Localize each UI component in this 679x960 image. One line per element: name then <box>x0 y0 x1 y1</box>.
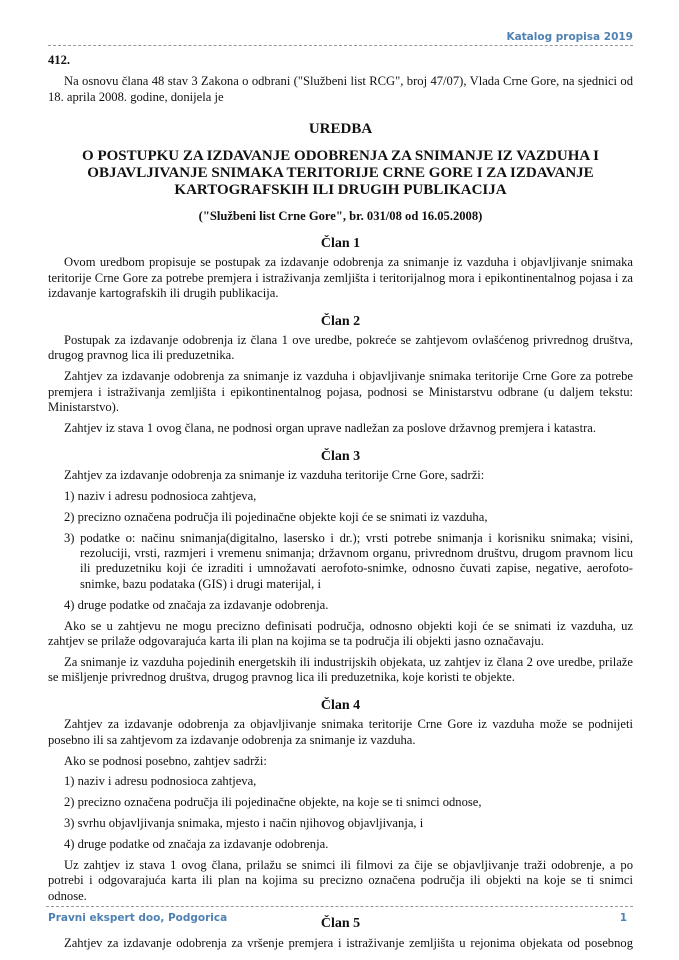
paragraph: Ako se u zahtjevu ne mogu precizno definisati područja, odnosno objekti koji će se snimati iz vazduha, uz zahtjev se prilaže odgovarajuća karta ili plan na kojima se ta područja ili objekti jasno označavaju. <box>48 618 633 649</box>
article-heading: Član 1 <box>320 236 361 252</box>
list-item: 3) svrhu objavljivanja snimaka, mjesto i način njihovog objavljivanja, i <box>64 816 424 831</box>
preamble: Na osnovu člana 48 stav 3 Zakona o odbrani ("Službeni list RCG", broj 47/07), Vlada Crne Gore, na sjednici od 18. aprila 2008. godine, donijela je <box>48 74 633 104</box>
paragraph: Ovom uredbom propisuje se postupak za izdavanje odobrenja za snimanje iz vazduha i objavljivanje snimaka teritorije Crne Gore za potrebe premjera i istraživanja zemljišta i teritorijalnog mora i epikontinentalnog pojasa i za izdavanje kartografskih ili drugih publikacija. <box>48 255 633 301</box>
paragraph: Ako se podnosi posebno, zahtjev sadrži: <box>64 753 267 768</box>
list-item: 1) naziv i adresu podnosioca zahtjeva, <box>64 774 257 789</box>
list-item: 4) druge podatke od značaja za izdavanje odobrenja. <box>64 837 329 852</box>
paragraph: Zahtjev za izdavanje odobrenja za snimanje iz vazduha i objavljivanje snimaka teritorije Crne Gore za potrebe premjera i istraživanja zemljišta i epikontinentalnog pojasa, podnosi se Ministarstvu odbrane (u daljem tekstu: Ministarstvo). <box>48 369 633 415</box>
citation: ("Službeni list Crne Gore", br. 031/08 od 16.05.2008) <box>198 208 483 223</box>
list-item: 2) precizno označena područja ili pojedinačne objekte, na koje se ti snimci odnose, <box>64 795 482 810</box>
list-item: 3) podatke o: načinu snimanja(digitalno, lasersko i dr.); vrsti potrebe snimanja i korisniku snimaka; visini, rezoluciji, vrsti, razmjeri i vremenu snimanja; državnom organu, privrednom društvu, drugom pravnom licu ili preduzetniku koji će izraditi i umnožavati aerofoto-snimke, odnosno čuvati zapise, negative, aerofoto-snimke, bazu podataka (GIS) i drugi materijal, i <box>64 530 633 591</box>
page-header <box>48 31 633 43</box>
paragraph: Zahtjev za izdavanje odobrenja za objavljivanje snimaka teritorije Crne Gore iz vazduha može se podnijeti posebno ili sa zahtjevom za izdavanje odobrenja za snimanje iz vazduha. <box>48 717 633 747</box>
article-heading: Član 3 <box>320 448 361 464</box>
article-heading: Član 5 <box>320 916 361 932</box>
paragraph: Zahtjev iz stava 1 ovog člana, ne podnosi organ uprave nadležan za poslove državnog premjera i katastra. <box>64 421 596 436</box>
document-title: O POSTUPKU ZA IZDAVANJE ODOBRENJA ZA SNIMANJE IZ VAZDUHA I OBJAVLJIVANJE SNIMAKA TERITORIJE CRNE GORE I ZA IZDAVANJE KARTOGRAFSKIH ILI DRUGIH PUBLIKACIJA <box>82 147 599 198</box>
article-heading: Član 4 <box>320 697 361 713</box>
list-item: 2) precizno označena područja ili pojedinačne objekte koji će se snimati iz vazduha, <box>64 509 488 524</box>
header-divider <box>48 45 633 46</box>
paragraph: Postupak za izdavanje odobrenja iz člana 1 ove uredbe, pokreće se zahtjevom ovlašćenog privrednog društva, drugog pravnog lica ili preduzetnika. <box>48 333 633 363</box>
list-item: 1) naziv i adresu podnosioca zahtjeva, <box>64 488 257 503</box>
document-type: UREDBA <box>308 121 373 138</box>
article-heading: Član 2 <box>320 313 361 329</box>
paragraph: Zahtjev za izdavanje odobrenja za vršenje premjera i istraživanje zemljišta u rejonima objekata od posebnog <box>64 935 633 950</box>
catalog-title: Katalog propisa 2019 <box>506 31 633 43</box>
list-item: 4) druge podatke od značaja za izdavanje odobrenja. <box>64 597 329 612</box>
paragraph: Zahtjev za izdavanje odobrenja za snimanje iz vazduha teritorije Crne Gore, sadrži: <box>64 467 485 482</box>
paragraph: Uz zahtjev iz stava 1 ovog člana, prilažu se snimci ili filmovi za čije se objavljivanje traži odobrenje, a po potrebi i odgovarajuća karta ili plan na kojima su precizno označena područja ili objekti na koje se ti snimci odnose. <box>48 858 633 903</box>
regulation-number: 412. <box>48 53 71 67</box>
page-number: 1 <box>619 912 627 924</box>
document-body <box>48 53 633 957</box>
footer-divider <box>46 906 633 907</box>
paragraph: Za snimanje iz vazduha pojedinih energetskih ili industrijskih objekata, uz zahtjev iz člana 2 ove uredbe, prilaže se mišljenje privrednog društva, drugog pravnog lica ili preduzetnika, koje koristi te objekte. <box>48 654 633 685</box>
page-footer <box>48 912 633 924</box>
publisher: Pravni ekspert doo, Podgorica <box>48 912 228 924</box>
